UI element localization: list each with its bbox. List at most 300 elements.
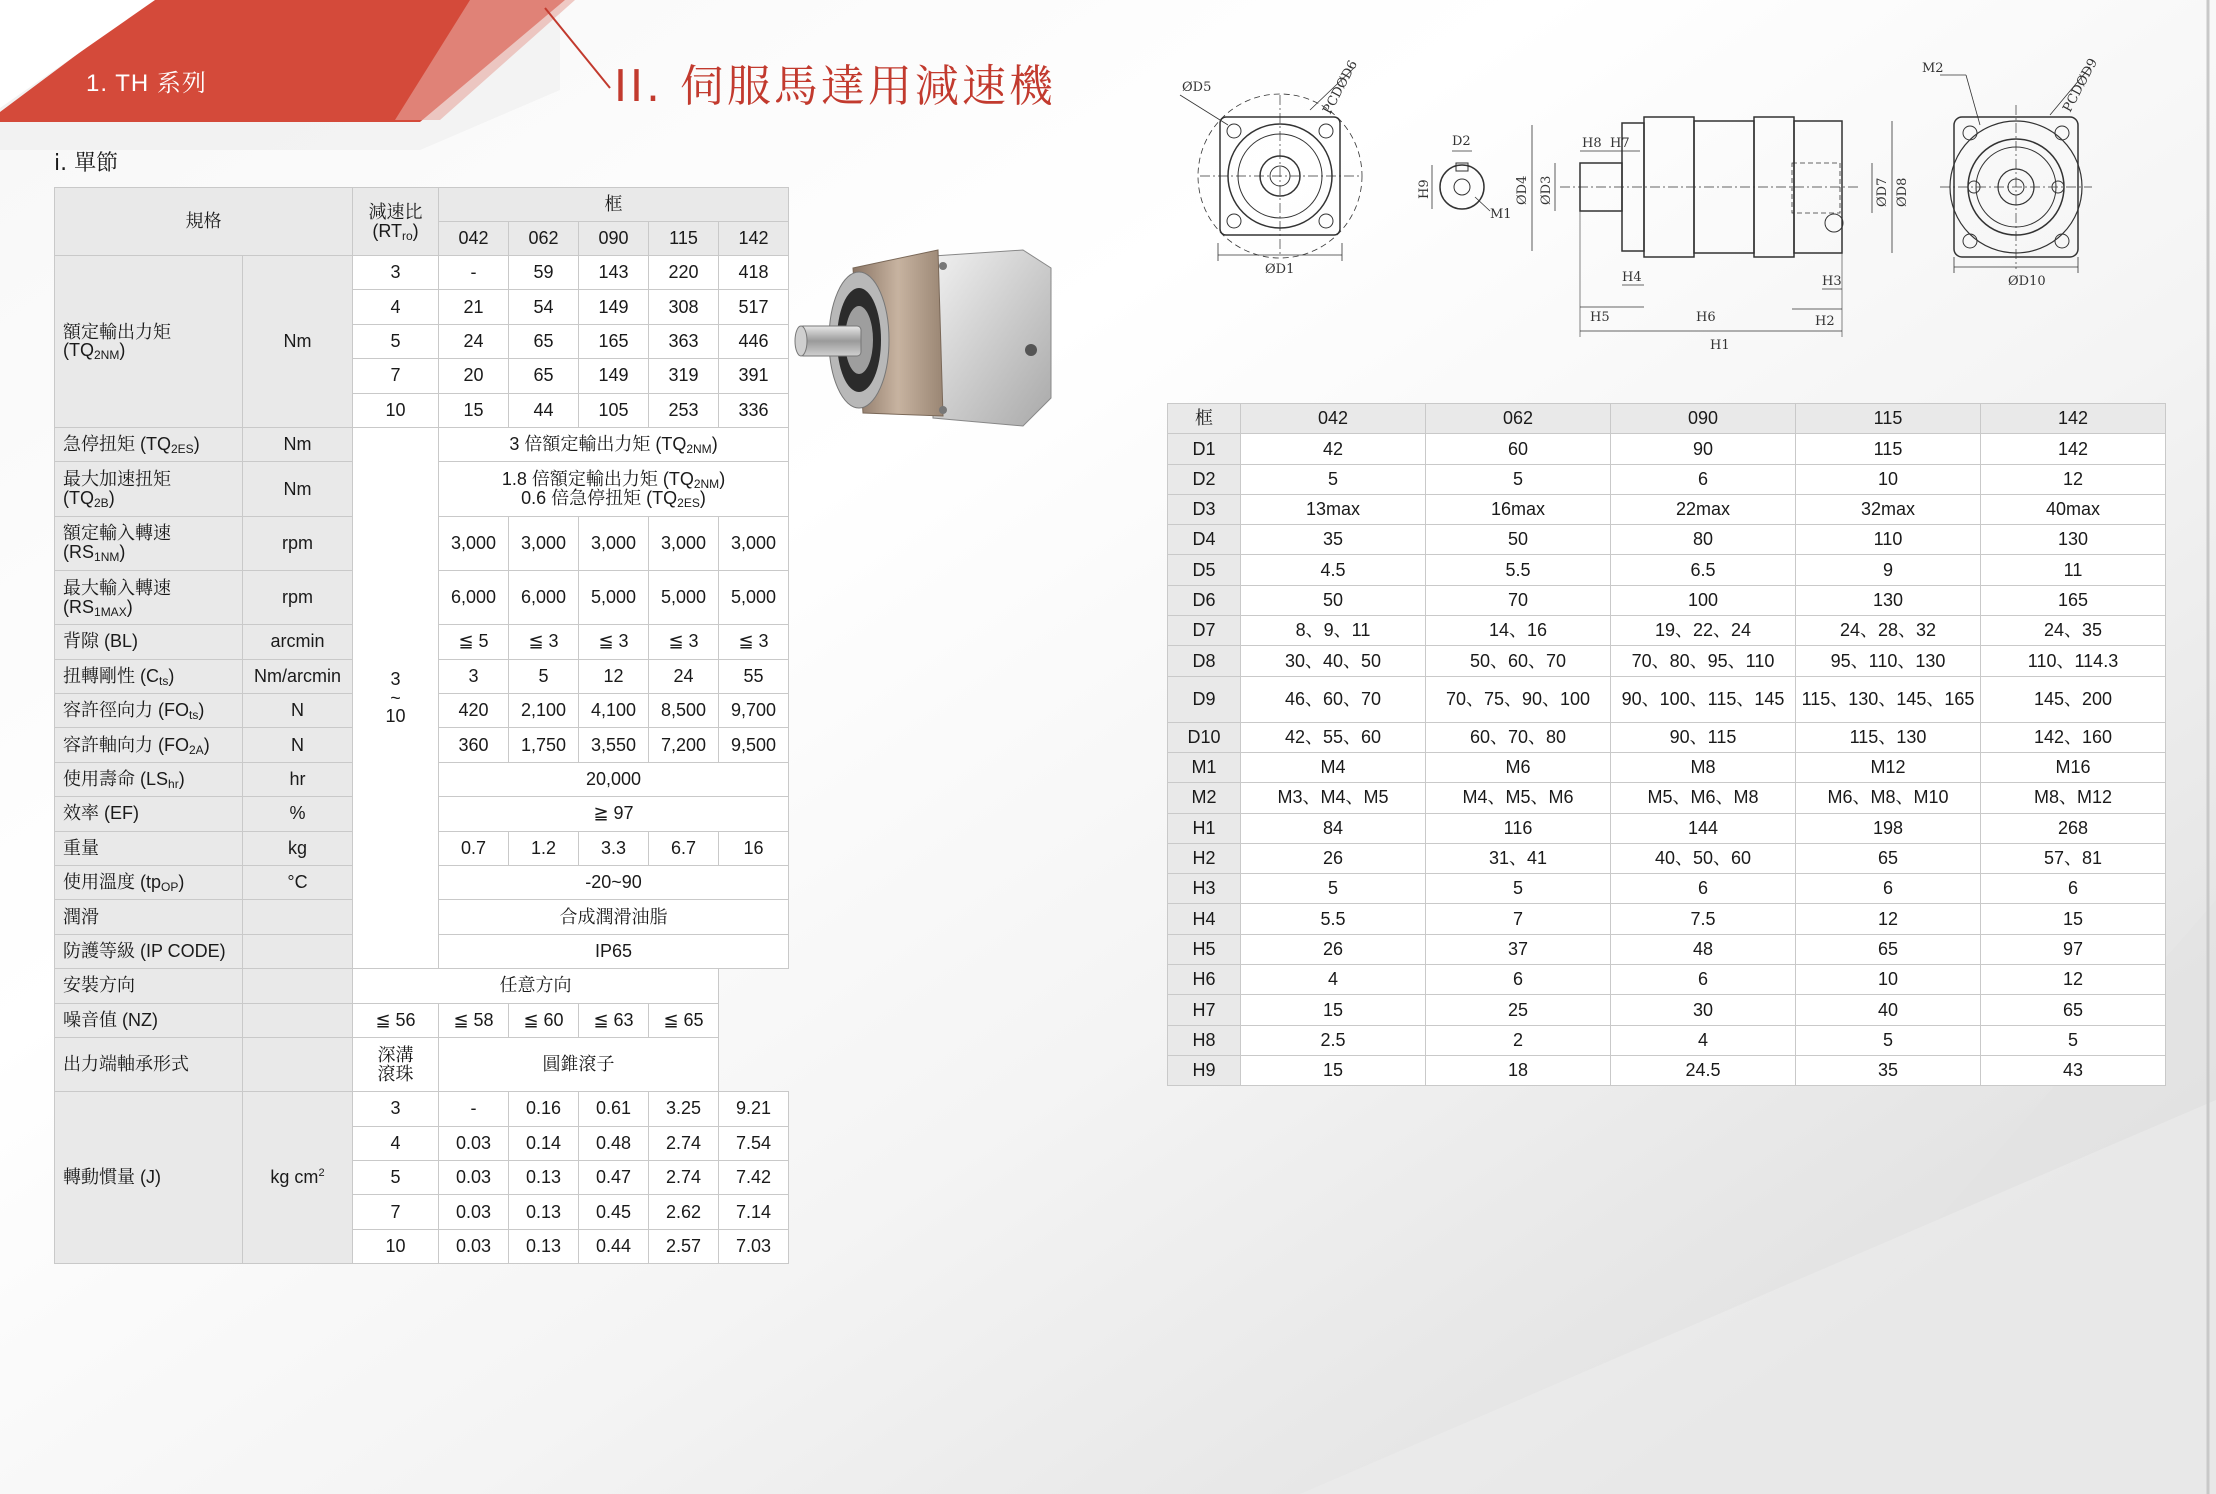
dimension-label-cell: D2 (1168, 464, 1241, 494)
dimension-value-cell: 48 (1611, 934, 1796, 964)
max-accel-torque-unit: Nm (243, 462, 353, 516)
dimension-value-cell: 5.5 (1241, 904, 1426, 934)
dimension-value-cell: 35 (1241, 525, 1426, 555)
dimension-value-cell: M4 (1241, 752, 1426, 782)
efficiency-value: ≧ 97 (439, 797, 789, 831)
dimension-value-cell: 50、60、70 (1426, 646, 1611, 676)
dimension-label-cell: H6 (1168, 965, 1241, 995)
value-cell: 0.48 (579, 1126, 649, 1160)
dimension-value-cell: 14、16 (1426, 616, 1611, 646)
noise-label: 噪音值 (NZ) (55, 1003, 243, 1037)
dimension-label-cell: D9 (1168, 676, 1241, 722)
bearing-label: 出力端軸承形式 (55, 1037, 243, 1091)
table-row (55, 969, 789, 1003)
dimension-value-cell: 10 (1796, 965, 1981, 995)
rated-speed-label: 額定輸入轉速 $(RS_{1NM})$ (55, 516, 243, 570)
axial-force-label: 容許軸向力 $(FO_{2A})$ (55, 728, 243, 762)
value-cell: 336 (719, 393, 789, 427)
weight-unit: kg (243, 831, 353, 865)
value-cell: ≦ 58 (439, 1003, 509, 1037)
dimension-label-cell: D4 (1168, 525, 1241, 555)
value-cell: 3,550 (579, 728, 649, 762)
dimension-value-cell: 12 (1981, 464, 2166, 494)
dimension-value-cell: 6 (1426, 965, 1611, 995)
dimension-label-cell: D7 (1168, 616, 1241, 646)
value-cell: 3,000 (719, 516, 789, 570)
dimension-value-cell: 97 (1981, 934, 2166, 964)
dimension-value-cell: 13max (1241, 494, 1426, 524)
value-cell: 7.14 (719, 1195, 789, 1229)
value-cell: 9,500 (719, 728, 789, 762)
ratio-cell: 4 (353, 1126, 439, 1160)
dimension-row (1168, 525, 2166, 555)
value-cell: 1.2 (509, 831, 579, 865)
dimension-value-cell: 115、130 (1796, 722, 1981, 752)
rated-torque-unit: Nm (243, 256, 353, 428)
dimension-value-cell: M6 (1426, 752, 1611, 782)
ratio-cell: 5 (353, 324, 439, 358)
value-cell: 0.13 (509, 1229, 579, 1263)
dimension-header-cell: 042 (1241, 404, 1426, 434)
value-cell: 5,000 (719, 570, 789, 624)
value-cell: 0.45 (579, 1195, 649, 1229)
front-view-input (1180, 58, 1362, 277)
dimension-value-cell: M3、M4、M5 (1241, 783, 1426, 813)
value-cell: 446 (719, 324, 789, 358)
label-pcd-d6: PCDØD6 (1320, 58, 1361, 117)
dimension-value-cell: 46、60、70 (1241, 676, 1426, 722)
shaft-end-view (1417, 134, 1512, 222)
dimension-value-cell: 116 (1426, 813, 1611, 843)
dimension-row (1168, 722, 2166, 752)
dimension-row (1168, 783, 2166, 813)
dimension-value-cell: 5 (1426, 874, 1611, 904)
dimension-value-cell: 6 (1611, 874, 1796, 904)
value-cell: 149 (579, 359, 649, 393)
dimension-value-cell: 24、35 (1981, 616, 2166, 646)
value-cell: 7.54 (719, 1126, 789, 1160)
dimension-value-cell: 115、130、145、165 (1796, 676, 1981, 722)
value-cell: 0.13 (509, 1161, 579, 1195)
value-cell: 0.47 (579, 1161, 649, 1195)
value-cell: 3,000 (439, 516, 509, 570)
dimension-value-cell: 84 (1241, 813, 1426, 843)
dimension-row (1168, 676, 2166, 722)
value-cell: 253 (649, 393, 719, 427)
dimension-row (1168, 585, 2166, 615)
dimension-label-cell: D8 (1168, 646, 1241, 676)
dimension-label-cell: H5 (1168, 934, 1241, 964)
value-cell: 2,100 (509, 694, 579, 728)
dimension-value-cell: 50 (1241, 585, 1426, 615)
dimension-value-cell: M8 (1611, 752, 1796, 782)
dimension-value-cell: 5 (1241, 464, 1426, 494)
value-cell: 24 (439, 324, 509, 358)
series-label: 1. TH 系列 (86, 70, 207, 97)
bearing-deep-groove: 深溝 滾珠 (353, 1037, 439, 1091)
label-m2: M2 (1922, 61, 1944, 76)
dimension-value-cell: 115 (1796, 434, 1981, 464)
dimension-header-cell: 142 (1981, 404, 2166, 434)
dimension-value-cell: 6 (1611, 464, 1796, 494)
dimension-value-cell: 4 (1611, 1025, 1796, 1055)
dimension-row (1168, 965, 2166, 995)
value-cell: 391 (719, 359, 789, 393)
dimension-row (1168, 616, 2166, 646)
dimension-value-cell: 15 (1981, 904, 2166, 934)
label-d8: ØD8 (1895, 177, 1910, 207)
value-cell: 6.7 (649, 831, 719, 865)
ip-code-value: IP65 (439, 934, 789, 968)
value-cell: 2.62 (649, 1195, 719, 1229)
value-cell: ≦ 63 (579, 1003, 649, 1037)
estop-torque-value: 3 倍額定輸出力矩 $(TQ_{2NM})$ (439, 427, 789, 461)
dimension-value-cell: 165 (1981, 585, 2166, 615)
dimension-row (1168, 752, 2166, 782)
dimension-value-cell: 5 (1796, 1025, 1981, 1055)
dimension-label-cell: H8 (1168, 1025, 1241, 1055)
value-cell: 16 (719, 831, 789, 865)
dimension-header-cell: 090 (1611, 404, 1796, 434)
dimension-value-cell: 24、28、32 (1796, 616, 1981, 646)
label-d3: ØD3 (1539, 175, 1554, 205)
dimension-value-cell: 30 (1611, 995, 1796, 1025)
value-cell: 2.74 (649, 1161, 719, 1195)
label-d4: ØD4 (1515, 175, 1530, 205)
dimension-value-cell: 12 (1796, 904, 1981, 934)
dimension-value-cell: 130 (1796, 585, 1981, 615)
dimension-value-cell: 11 (1981, 555, 2166, 585)
dimension-value-cell: 90、100、115、145 (1611, 676, 1796, 722)
efficiency-label: 效率 (EF) (55, 797, 243, 831)
value-cell: 9,700 (719, 694, 789, 728)
dimension-row (1168, 813, 2166, 843)
frame-size-cell: 042 (439, 222, 509, 256)
value-cell: 0.03 (439, 1126, 509, 1160)
dimension-header-row (1168, 404, 2166, 434)
dimension-label-cell: H4 (1168, 904, 1241, 934)
dimension-header-cell: 框 (1168, 404, 1241, 434)
dimension-value-cell: 6.5 (1611, 555, 1796, 585)
value-cell: 2.74 (649, 1126, 719, 1160)
dimension-row (1168, 934, 2166, 964)
dimension-value-cell: 6 (1796, 874, 1981, 904)
dimension-value-cell: 65 (1796, 843, 1981, 873)
dimension-value-cell: M16 (1981, 752, 2166, 782)
label-h7: H7 (1610, 136, 1630, 151)
value-cell: - (439, 1092, 509, 1126)
dimension-value-cell: 15 (1241, 1055, 1426, 1085)
value-cell: 7.03 (719, 1229, 789, 1263)
dimension-row (1168, 494, 2166, 524)
dimension-value-cell: M12 (1796, 752, 1981, 782)
dimension-header-cell: 115 (1796, 404, 1981, 434)
dimension-value-cell: 65 (1981, 995, 2166, 1025)
dimension-value-cell: 70、80、95、110 (1611, 646, 1796, 676)
mounting-label: 安裝方向 (55, 969, 243, 1003)
dimension-value-cell: 42 (1241, 434, 1426, 464)
dimension-row (1168, 874, 2166, 904)
service-life-unit: hr (243, 762, 353, 796)
backlash-unit: arcmin (243, 625, 353, 659)
value-cell: 7.42 (719, 1161, 789, 1195)
mounting-unit (243, 969, 353, 1003)
dimension-value-cell: 40、50、60 (1611, 843, 1796, 873)
lubrication-value: 合成潤滑油脂 (439, 900, 789, 934)
value-cell: 0.03 (439, 1195, 509, 1229)
dimension-label-cell: D10 (1168, 722, 1241, 752)
value-cell: 4,100 (579, 694, 649, 728)
value-cell: ≦ 5 (439, 625, 509, 659)
dimension-label-cell: M1 (1168, 752, 1241, 782)
value-cell: 65 (509, 324, 579, 358)
dimension-value-cell: 60、70、80 (1426, 722, 1611, 752)
dimension-value-cell: 18 (1426, 1055, 1611, 1085)
value-cell: 54 (509, 290, 579, 324)
dimension-value-cell: 5 (1241, 874, 1426, 904)
axial-force-unit: N (243, 728, 353, 762)
dimension-row (1168, 843, 2166, 873)
dimension-value-cell: 10 (1796, 464, 1981, 494)
gearbox-product-photo (793, 238, 1055, 430)
dimension-value-cell: 50 (1426, 525, 1611, 555)
value-cell: 105 (579, 393, 649, 427)
dimension-value-cell: 40max (1981, 494, 2166, 524)
table-row (55, 256, 789, 290)
value-cell: 6,000 (439, 570, 509, 624)
value-cell: 220 (649, 256, 719, 290)
dimension-value-cell: 2 (1426, 1025, 1611, 1055)
value-cell: ≦ 3 (579, 625, 649, 659)
value-cell: ≦ 3 (649, 625, 719, 659)
dimension-value-cell: 6 (1981, 874, 2166, 904)
label-d10: ØD10 (2008, 274, 2046, 289)
estop-torque-unit: Nm (243, 427, 353, 461)
ratio-cell: 3 (353, 1092, 439, 1126)
dimension-label-cell: D6 (1168, 585, 1241, 615)
value-cell: 0.03 (439, 1161, 509, 1195)
dimension-value-cell: 95、110、130 (1796, 646, 1981, 676)
dimension-label-cell: H3 (1168, 874, 1241, 904)
dimension-table-body (1168, 404, 2166, 1086)
backlash-label: 背隙 (BL) (55, 625, 243, 659)
value-cell: 5,000 (579, 570, 649, 624)
ratio-header-sub: ro (402, 228, 413, 243)
value-cell: 3 (439, 659, 509, 693)
dimension-value-cell: 6 (1611, 965, 1796, 995)
dimension-table (1167, 403, 2166, 1086)
value-cell: 143 (579, 256, 649, 290)
dimension-value-cell: 7 (1426, 904, 1611, 934)
dimension-label-cell: H7 (1168, 995, 1241, 1025)
value-cell: 517 (719, 290, 789, 324)
value-cell: 44 (509, 393, 579, 427)
dimension-value-cell: 26 (1241, 934, 1426, 964)
value-cell: 9.21 (719, 1092, 789, 1126)
value-cell: 420 (439, 694, 509, 728)
frame-size-cell: 115 (649, 222, 719, 256)
ip-code-label: 防護等級 (IP CODE) (55, 934, 243, 968)
weight-label: 重量 (55, 831, 243, 865)
dimension-value-cell: 70、75、90、100 (1426, 676, 1611, 722)
dimension-value-cell: 145、200 (1981, 676, 2166, 722)
label-h9: H9 (1417, 179, 1432, 199)
dimension-value-cell: 57、81 (1981, 843, 2166, 873)
value-cell: 5 (509, 659, 579, 693)
label-h4: H4 (1622, 270, 1642, 285)
label-h6: H6 (1696, 310, 1716, 325)
dimension-row (1168, 464, 2166, 494)
ratio-cell: 3 (353, 256, 439, 290)
ratio-cell: 10 (353, 1229, 439, 1263)
inertia-label: 轉動慣量 (J) (55, 1092, 243, 1264)
dimension-value-cell: 26 (1241, 843, 1426, 873)
dimension-value-cell: 60 (1426, 434, 1611, 464)
label-pcd-d9: PCDØD9 (2060, 56, 2101, 115)
dimension-value-cell: 4 (1241, 965, 1426, 995)
ratio-header: 減速比 $(RT_{ro})$ (353, 188, 439, 256)
dimension-row (1168, 646, 2166, 676)
value-cell: 5,000 (649, 570, 719, 624)
ratio-cell: 10 (353, 393, 439, 427)
dimension-value-cell: M5、M6、M8 (1611, 783, 1796, 813)
dimension-value-cell: 42、55、60 (1241, 722, 1426, 752)
radial-force-label: 容許徑向力 $(FO_{ts})$ (55, 694, 243, 728)
value-cell: ≦ 3 (509, 625, 579, 659)
dimension-value-cell: 8、9、11 (1241, 616, 1426, 646)
dimension-value-cell: 100 (1611, 585, 1796, 615)
value-cell: 7,200 (649, 728, 719, 762)
value-cell: 0.03 (439, 1229, 509, 1263)
frame-size-cell: 090 (579, 222, 649, 256)
stiffness-label: 扭轉剛性 $(C_{ts})$ (55, 659, 243, 693)
mounting-value: 任意方向 (353, 969, 719, 1003)
table-row (55, 1003, 789, 1037)
dimension-value-cell: 198 (1796, 813, 1981, 843)
value-cell: 0.13 (509, 1195, 579, 1229)
label-d7: ØD7 (1875, 177, 1890, 207)
section-label: i. 單節 (54, 151, 119, 176)
dimension-value-cell: 90 (1611, 434, 1796, 464)
dimension-value-cell: M8、M12 (1981, 783, 2166, 813)
dimension-value-cell: 110、114.3 (1981, 646, 2166, 676)
value-cell: 308 (649, 290, 719, 324)
dimension-header-cell: 062 (1426, 404, 1611, 434)
dimension-value-cell: 12 (1981, 965, 2166, 995)
dimension-value-cell: 142、160 (1981, 722, 2166, 752)
temperature-unit: °C (243, 865, 353, 899)
rated-speed-unit: rpm (243, 516, 353, 570)
max-speed-label: 最大輸入轉速 $(RS_{1MAX})$ (55, 570, 243, 624)
value-cell: 3.3 (579, 831, 649, 865)
side-view (1515, 117, 1910, 353)
value-cell: 3,000 (509, 516, 579, 570)
dimension-value-cell: 142 (1981, 434, 2166, 464)
dimension-drawing (1170, 55, 2170, 365)
dimension-value-cell: 7.5 (1611, 904, 1796, 934)
value-cell: 360 (439, 728, 509, 762)
dimension-value-cell: 25 (1426, 995, 1611, 1025)
ratio-range-cell: 3 ~ 10 (353, 427, 439, 968)
ratio-cell: 7 (353, 1195, 439, 1229)
bearing-unit (243, 1037, 353, 1091)
dimension-value-cell: 80 (1611, 525, 1796, 555)
label-m1: M1 (1490, 207, 1512, 222)
dimension-row (1168, 555, 2166, 585)
value-cell: 165 (579, 324, 649, 358)
radial-force-unit: N (243, 694, 353, 728)
dimension-label-cell: H1 (1168, 813, 1241, 843)
label-d5: ØD5 (1182, 80, 1212, 95)
ratio-cell: 5 (353, 1161, 439, 1195)
service-life-label: 使用壽命 $(LS_{hr})$ (55, 762, 243, 796)
dimension-value-cell: 16max (1426, 494, 1611, 524)
ratio-cell: 7 (353, 359, 439, 393)
value-cell: 6,000 (509, 570, 579, 624)
dimension-value-cell: 2.5 (1241, 1025, 1426, 1055)
table-row (55, 1092, 789, 1126)
ip-code-unit (243, 934, 353, 968)
value-cell: 3,000 (649, 516, 719, 570)
spec-header-row (55, 188, 789, 222)
value-cell: 0.61 (579, 1092, 649, 1126)
dimension-value-cell: 15 (1241, 995, 1426, 1025)
estop-torque-label: 急停扭矩 $(TQ_{2ES})$ (55, 427, 243, 461)
dimension-value-cell: 30、40、50 (1241, 646, 1426, 676)
frame-size-cell: 062 (509, 222, 579, 256)
max-speed-unit: rpm (243, 570, 353, 624)
dimension-value-cell: 5 (1981, 1025, 2166, 1055)
value-cell: ≦ 56 (353, 1003, 439, 1037)
dimension-value-cell: 65 (1796, 934, 1981, 964)
dimension-value-cell: 9 (1796, 555, 1981, 585)
dimension-value-cell: 144 (1611, 813, 1796, 843)
dimension-label-cell: H9 (1168, 1055, 1241, 1085)
dimension-row (1168, 904, 2166, 934)
dimension-value-cell: 24.5 (1611, 1055, 1796, 1085)
value-cell: 418 (719, 256, 789, 290)
frame-header: 框 (439, 188, 789, 222)
value-cell: 20 (439, 359, 509, 393)
dimension-value-cell: 70 (1426, 585, 1611, 615)
dimension-row (1168, 434, 2166, 464)
value-cell: 319 (649, 359, 719, 393)
value-cell: 8,500 (649, 694, 719, 728)
dimension-label-cell: D1 (1168, 434, 1241, 464)
value-cell: 0.7 (439, 831, 509, 865)
dimension-value-cell: 5.5 (1426, 555, 1611, 585)
value-cell: 149 (579, 290, 649, 324)
value-cell: 0.44 (579, 1229, 649, 1263)
value-cell: 55 (719, 659, 789, 693)
spec-table (54, 187, 789, 1264)
value-cell: 3.25 (649, 1092, 719, 1126)
frame-size-cell: 142 (719, 222, 789, 256)
ratio-cell: 4 (353, 290, 439, 324)
lubrication-unit (243, 900, 353, 934)
dimension-value-cell: M6、M8、M10 (1796, 783, 1981, 813)
dimension-row (1168, 1025, 2166, 1055)
dimension-value-cell: M4、M5、M6 (1426, 783, 1611, 813)
stiffness-unit: Nm/arcmin (243, 659, 353, 693)
dimension-value-cell: 5 (1426, 464, 1611, 494)
dimension-value-cell: 110 (1796, 525, 1981, 555)
value-cell: 59 (509, 256, 579, 290)
temperature-label: 使用溫度 $(tp_{OP})$ (55, 865, 243, 899)
label-h3: H3 (1822, 274, 1842, 289)
efficiency-unit: % (243, 797, 353, 831)
ratio-header-sym: RT (378, 220, 402, 241)
